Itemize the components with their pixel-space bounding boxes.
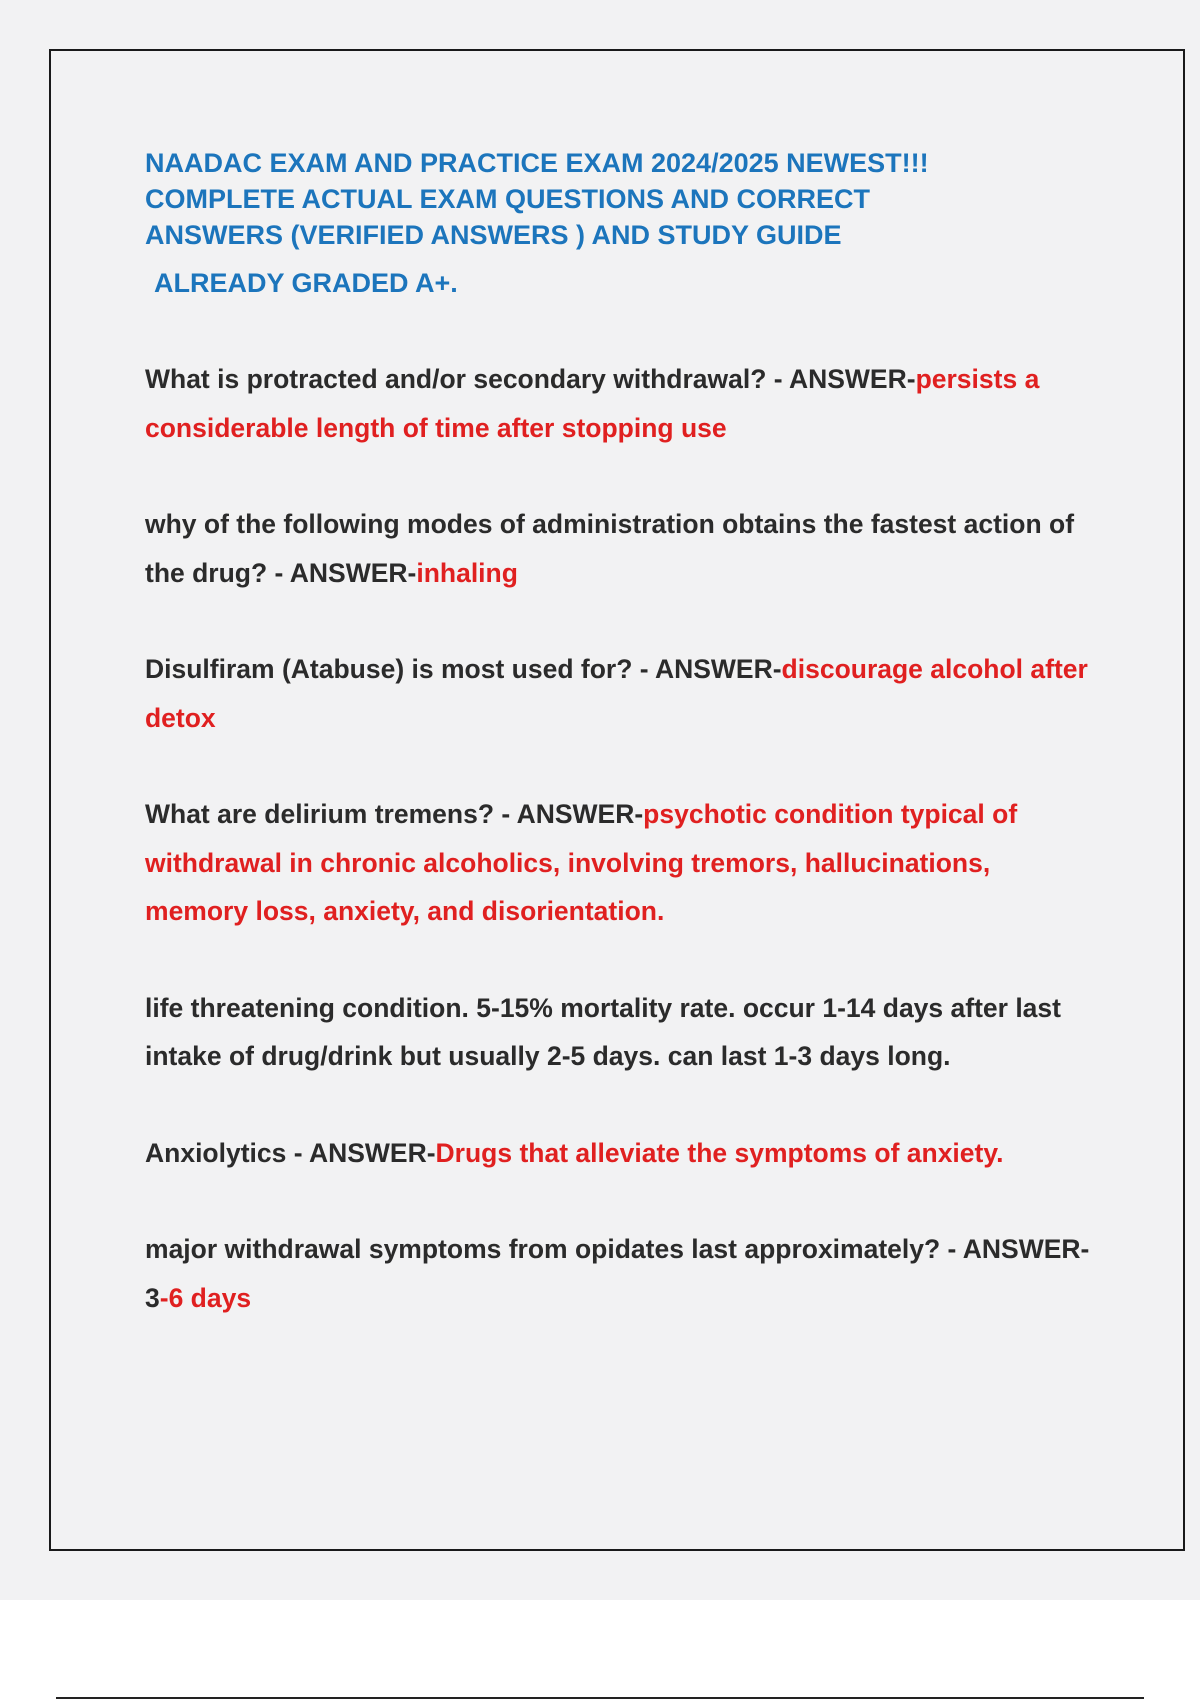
title-line-graded: ALREADY GRADED A+. bbox=[154, 268, 458, 298]
question-text: What are delirium tremens? - ANSWER- bbox=[145, 799, 644, 829]
answer-text: inhaling bbox=[416, 557, 518, 588]
qa-item-anxiolytics bbox=[145, 1129, 1090, 1178]
note-text: life threatening condition. 5-15% mortality rate. occur 1-14 days after last intake of drug/drink but usually 2-5 days. can last 1-3 days long. bbox=[145, 992, 1061, 1071]
answer-text: psychotic condition typical of withdrawal in chronic alcoholics, involving tremors, hallucinations, memory loss, anxiety, and disorientation. bbox=[145, 799, 1018, 926]
title-line-1: NAADAC EXAM AND PRACTICE EXAM 2024/2025 NEWEST!!! bbox=[145, 148, 929, 178]
title-line-2: COMPLETE ACTUAL EXAM QUESTIONS AND CORRECT bbox=[145, 184, 871, 214]
qa-item-opiate-withdrawal bbox=[145, 1225, 1090, 1322]
qa-item-administration-mode bbox=[145, 500, 1090, 597]
answer-text: discourage alcohol after detox bbox=[145, 654, 1088, 733]
qa-item-note-life-threatening bbox=[145, 984, 1090, 1081]
qa-item-disulfiram bbox=[145, 645, 1090, 742]
qa-list bbox=[145, 355, 1090, 1370]
answer-text: -6 days bbox=[159, 1282, 252, 1313]
title-line-3: ANSWERS (VERIFIED ANSWERS ) AND STUDY GUIDE bbox=[145, 220, 842, 250]
answer-text: Drugs that alleviate the symptoms of anxiety. bbox=[435, 1137, 1004, 1168]
question-text: Anxiolytics - ANSWER- bbox=[145, 1137, 436, 1168]
question-text: why of the following modes of administration obtains the fastest action of the drug? - ANSWER- bbox=[145, 509, 1075, 588]
qa-item-protracted-withdrawal bbox=[145, 355, 1090, 452]
answer-text: persists a considerable length of time after stopping use bbox=[145, 364, 1040, 443]
qa-item-delirium-tremens bbox=[145, 790, 1090, 936]
question-text: major withdrawal symptoms from opidates last approximately? - ANSWER-3 bbox=[145, 1234, 1090, 1313]
question-text: What is protracted and/or secondary withdrawal? - ANSWER- bbox=[145, 364, 916, 394]
footer-divider bbox=[56, 1697, 1144, 1699]
document-title bbox=[145, 145, 1045, 301]
question-text: Disulfiram (Atabuse) is most used for? - ANSWER- bbox=[145, 654, 782, 684]
